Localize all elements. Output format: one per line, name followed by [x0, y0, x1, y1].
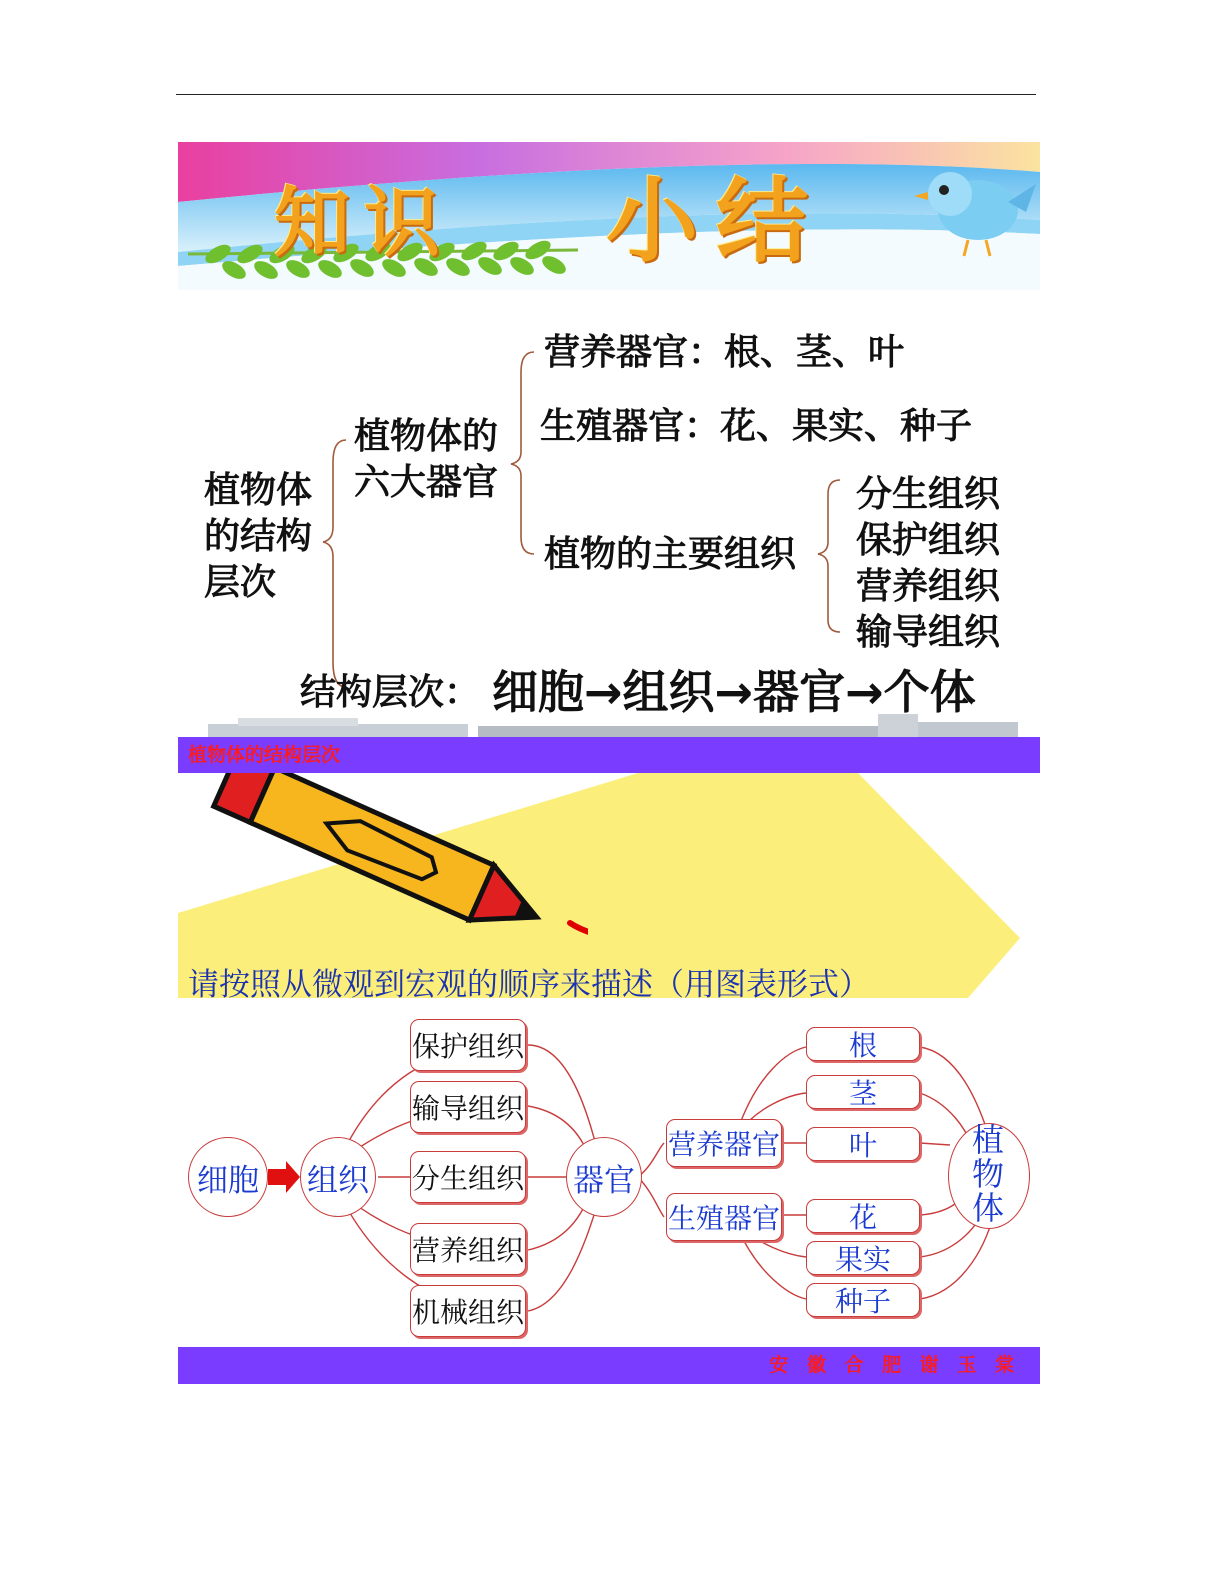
organ-node: 器官 [566, 1137, 642, 1217]
structure-root-label [204, 468, 312, 606]
six-organs-label [354, 414, 498, 506]
tissue-type-box: 输导组织 [410, 1081, 526, 1133]
tissue-item: 输导组织 [856, 612, 1001, 653]
header-rule [176, 94, 1036, 95]
cell-node: 细胞 [188, 1137, 268, 1217]
nutritive-organs-text: 营养器官：根、茎、叶 [544, 332, 905, 373]
tissue-list [856, 472, 1000, 656]
plant-label: 植物体 [971, 1121, 1004, 1227]
slide1-footer-text: 植物体的结构层次 [188, 744, 341, 766]
organ-box: 果实 [806, 1241, 920, 1275]
organ-group-box: 生殖器官 [666, 1193, 782, 1241]
summary-slide [178, 142, 1040, 738]
tissue-type-box: 营养组织 [410, 1223, 526, 1275]
levels-chain: 细胞→组织→器官→个体 [492, 665, 976, 719]
six-organs-line-1: 植物体的 [354, 416, 499, 457]
tissue-item: 分生组织 [856, 474, 1001, 515]
root-line-3: 层次 [204, 562, 277, 603]
slide2-footer-bar [178, 1347, 1040, 1384]
tissue-type-box: 机械组织 [410, 1285, 526, 1337]
main-tissues-text: 植物的主要组织 [544, 534, 797, 575]
arrow-right-icon [268, 1161, 300, 1193]
root-line-1: 植物体 [204, 470, 313, 511]
banner-title-2: 小结 [606, 167, 827, 275]
organ-box: 叶 [806, 1127, 920, 1161]
organ-box: 花 [806, 1199, 920, 1233]
root-line-2: 的结构 [204, 516, 313, 557]
reproductive-organs-text: 生殖器官：花、果实、种子 [540, 406, 973, 447]
tissue-node: 组织 [300, 1137, 376, 1217]
organ-group-box: 营养器官 [666, 1119, 782, 1167]
slide1-footer-bar [178, 737, 1040, 774]
tissue-item: 营养组织 [856, 566, 1001, 607]
diagram-slide [178, 773, 1040, 1348]
organ-box: 种子 [806, 1283, 920, 1317]
tissue-item: 保护组织 [856, 520, 1001, 561]
tissue-type-box: 分生组织 [410, 1151, 526, 1203]
organ-box: 茎 [806, 1075, 920, 1109]
levels-label: 结构层次： [300, 672, 481, 713]
six-organs-line-2: 六大器官 [354, 462, 499, 503]
banner-title-1: 知识 [274, 178, 454, 267]
slide2-footer-text: 安 徽 合 肥 谢 玉 棠 [769, 1354, 1020, 1376]
tissue-type-box: 保护组织 [410, 1019, 526, 1071]
organ-box: 根 [806, 1027, 920, 1061]
instruction-prompt: 请按照从微观到宏观的顺序来描述（用图表形式） [188, 967, 870, 1003]
